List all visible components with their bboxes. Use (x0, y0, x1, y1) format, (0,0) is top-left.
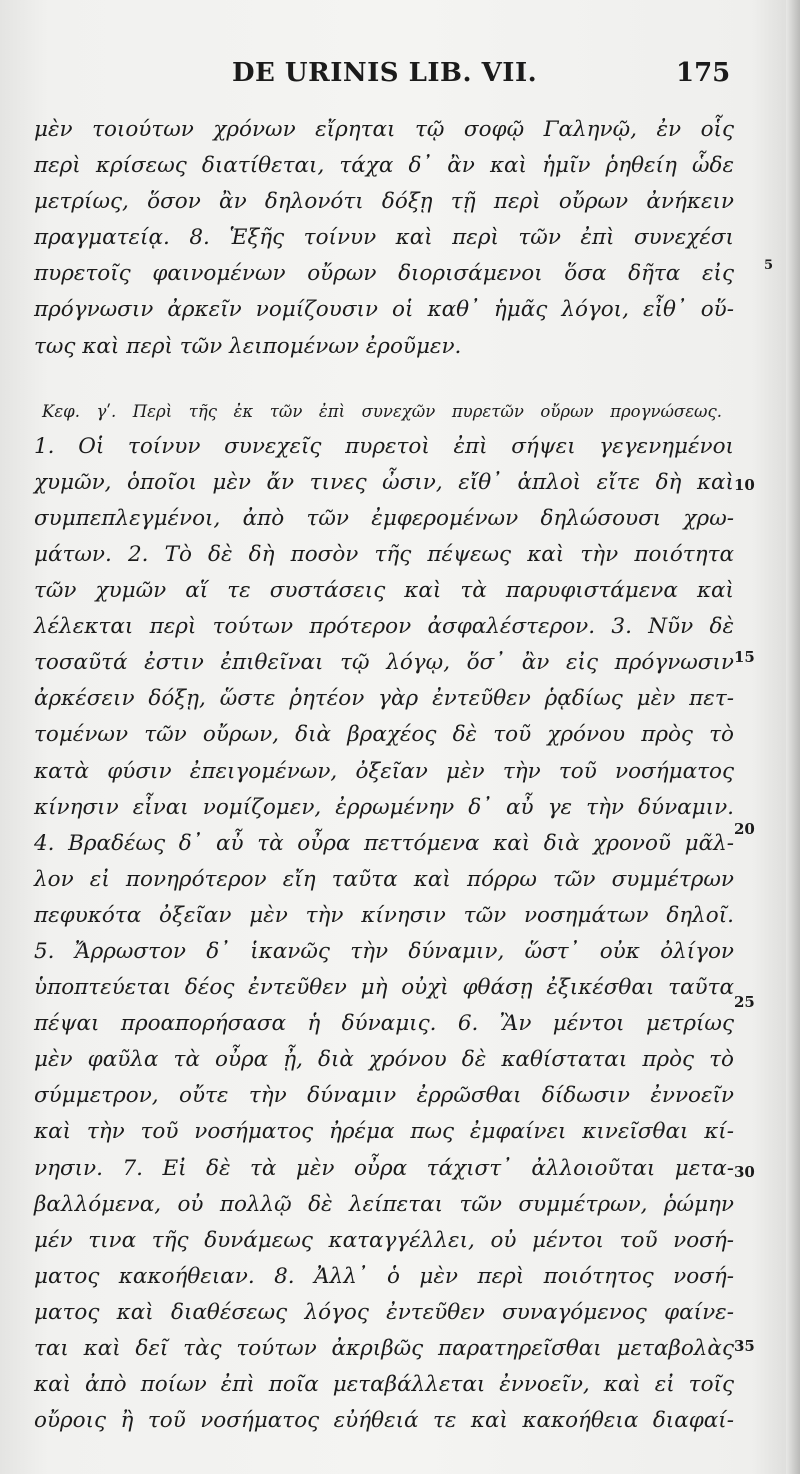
text-line: τῶν χυμῶν αἵ τε συστάσεις καὶ τὰ παρυφιστάμενα καὶ (34, 578, 734, 604)
paragraph-1 (34, 112, 734, 365)
text-line: ὑποπτεύεται δέος ἐντεῦθεν μὴ οὐχὶ φθάσῃ ἐξικέσθαι ταῦτα (34, 975, 734, 1001)
text-line: ματος καὶ διαθέσεως λόγος ἐντεῦθεν συναγόμενος φαίνε- (34, 1299, 734, 1325)
text-line: 4. Βραδέως δ᾽ αὖ τὰ οὖρα πεττόμενα καὶ διὰ χρονοῦ μᾶλ- (34, 830, 734, 856)
text-line: σύμμετρον, οὔτε τὴν δύναμιν ἐρρῶσθαι δίδωσιν ἐννοεῖν (34, 1083, 734, 1109)
text-line: ματος κακοήθειαν. 8. Ἀλλ᾽ ὁ μὲν περὶ ποιότητος νοσή- (34, 1263, 734, 1289)
line-number: 15 (734, 648, 755, 666)
main-text (34, 112, 734, 1439)
text-line: 5. Ἄρρωστον δ᾽ ἱκανῶς τὴν δύναμιν, ὥστ᾽ οὐκ ὀλίγον (34, 938, 734, 964)
text-line: μὲν φαῦλα τὰ οὖρα ᾖ, διὰ χρόνου δὲ καθίσταται πρὸς τὸ (34, 1047, 734, 1073)
text-line: μετρίως, ὅσον ἂν δηλονότι δόξῃ τῇ περὶ οὔρων ἀνήκειν (34, 189, 734, 215)
text-line: πρόγνωσιν ἀρκεῖν νομίζουσιν οἱ καθ᾽ ἡμᾶς λόγοι, εἶθ᾽ οὕ- (34, 297, 734, 323)
text-line: τομένων τῶν οὔρων, διὰ βραχέος δὲ τοῦ χρόνου πρὸς τὸ (34, 722, 734, 748)
line-number: 5 (764, 258, 774, 273)
text-line: λέλεκται περὶ τούτων πρότερον ἀσφαλέστερον. 3. Νῦν δὲ (34, 614, 734, 640)
text-line: πέψαι προαπορήσασα ἡ δύναμις. 6. Ἂν μέντοι μετρίως (34, 1011, 734, 1037)
text-line: χυμῶν, ὁποῖοι μὲν ἄν τινες ὦσιν, εἴθ᾽ ἁπλοὶ εἴτε δὴ καὶ (34, 469, 734, 495)
text-line: λον εἰ πονηρότερον εἴη ταῦτα καὶ πόρρω τῶν συμμέτρων (34, 866, 734, 892)
text-line: 1. Οἱ τοίνυν συνεχεῖς πυρετοὶ ἐπὶ σήψει γεγενημένοι (34, 433, 734, 459)
line-number: 20 (734, 820, 755, 838)
text-line: μέν τινα τῆς δυνάμεως καταγγέλλει, οὐ μέντοι τοῦ νοσή- (34, 1227, 734, 1253)
line-number: 25 (734, 993, 755, 1011)
running-title: DE URINIS LIB. VII. (232, 58, 538, 88)
text-line: τοσαῦτά ἐστιν ἐπιθεῖναι τῷ λόγῳ, ὅσ᾽ ἂν εἰς πρόγνωσιν (34, 650, 734, 676)
text-line: πυρετοῖς φαινομένων οὔρων διορισάμενοι ὅσα δῆτα εἰς (34, 261, 734, 287)
text-line: περὶ κρίσεως διατίθεται, τάχα δ᾽ ἂν καὶ ἡμῖν ῥηθείη ὧδε (34, 153, 734, 179)
text-line: ται καὶ δεῖ τὰς τούτων ἀκριβῶς παρατηρεῖσθαι μεταβολὰς (34, 1336, 734, 1361)
line-number: 30 (734, 1163, 755, 1181)
text-line: μάτων. 2. Τὸ δὲ δὴ ποσὸν τῆς πέψεως καὶ τὴν ποιότητα (34, 541, 734, 567)
text-line: οὔροις ἢ τοῦ νοσήματος εὐήθειά τε καὶ κακοήθεια διαφαί- (34, 1408, 734, 1434)
text-line: κίνησιν εἶναι νομίζομεν, ἐρρωμένην δ᾽ αὖ γε τὴν δύναμιν. (34, 794, 734, 820)
text-line: κατὰ φύσιν ἐπειγομένων, ὀξεῖαν μὲν τὴν τοῦ νοσήματος (34, 758, 734, 784)
text-line: συμπεπλεγμένοι, ἀπὸ τῶν ἐμφερομένων δηλώσουσι χρω- (34, 505, 734, 531)
text-line: μὲν τοιούτων χρόνων εἴρηται τῷ σοφῷ Γαληνῷ, ἐν οἷς (34, 117, 734, 142)
page-header (0, 58, 800, 98)
text-line: πεφυκότα ὀξεῖαν μὲν τὴν κίνησιν τῶν νοσημάτων δηλοῖ. (34, 902, 734, 928)
text-line: ἀρκέσειν δόξῃ, ὥστε ῥητέον γὰρ ἐντεῦθεν ῥᾳδίως μὲν πετ- (34, 686, 734, 712)
text-line: τως καὶ περὶ τῶν λειπομένων ἐροῦμεν. (34, 333, 462, 359)
page-number: 175 (676, 58, 731, 88)
text-line: πραγματείᾳ. 8. Ἑξῆς τοίνυν καὶ περὶ τῶν ἐπὶ συνεχέσι (34, 225, 734, 251)
line-number: 10 (734, 476, 755, 494)
line-number: 35 (734, 1337, 755, 1355)
text-line: νησιν. 7. Εἰ δὲ τὰ μὲν οὖρα τάχιστ᾽ ἀλλοιοῦται μετα- (34, 1155, 734, 1181)
text-line: καὶ ἀπὸ ποίων ἐπὶ ποῖα μεταβάλλεται ἐννοεῖν, καὶ εἰ τοῖς (34, 1372, 734, 1398)
text-line: καὶ τὴν τοῦ νοσήματος ἠρέμα πως ἐμφαίνει κινεῖσθαι κί- (34, 1119, 734, 1145)
paragraph-2 (34, 429, 734, 1440)
chapter-title: Κεφ. γʹ. Περὶ τῆς ἐκ τῶν ἐπὶ συνεχῶν πυρετῶν οὔρων προγνώσεως. (42, 401, 722, 421)
page-edge-shadow (786, 0, 800, 1474)
text-line: βαλλόμενα, οὐ πολλῷ δὲ λείπεται τῶν συμμέτρων, ῥώμην (34, 1191, 734, 1217)
